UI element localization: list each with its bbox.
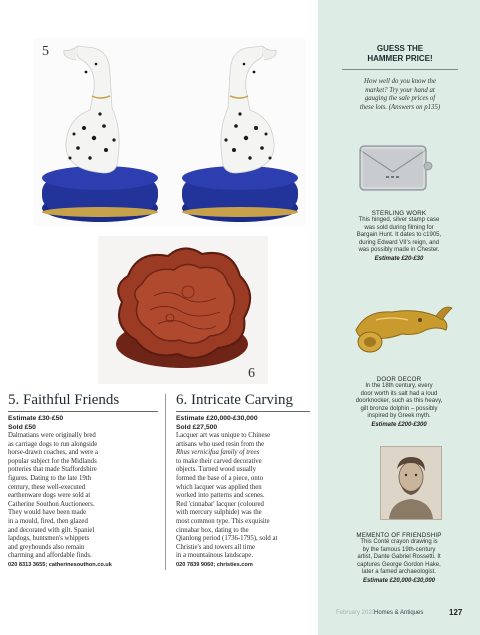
dalmatian-figures-image (34, 38, 306, 226)
lot-6-title: 6. Intricate Carving (176, 392, 294, 408)
sidebar-item-estimate: Estimate £20-£30 (374, 256, 424, 262)
lot-6-body-line: most common type. This exquisite (176, 517, 270, 525)
lot-6-contact: 020 7839 9060; christies.com (176, 562, 253, 568)
sidebar-item-text-line: was sold during filming for (364, 224, 434, 231)
sidebar-item-text-line: later a famed archaeologist. (361, 569, 437, 576)
footer-issue-date: February 2020 (336, 610, 376, 616)
sidebar-item-title: STERLING WORK (371, 210, 427, 217)
sidebar-item-text-line: by the famous 19th-century (362, 546, 436, 553)
lot-5-body-line: and decorated with gilt. Spaniel (8, 526, 95, 534)
lot-5-body-line: and greyhounds also remain (8, 543, 85, 551)
lot-6-body-line: formed the base of a piece, onto (176, 474, 264, 482)
sidebar-intro (336, 78, 464, 112)
sidebar-item-text-line: artist, Dante Gabriel Rossetti. It (357, 554, 441, 561)
lot-5-body-line: earthenware dogs were sold at (8, 492, 91, 500)
lot-6-body-line: which lacquer was applied then (176, 483, 262, 491)
sidebar-item-text-line: This Conté crayon drawing is (360, 539, 438, 545)
sidebar-intro-line: market? Try your hand at (365, 86, 435, 94)
image-number-5: 5 (42, 44, 49, 59)
lot-6-body-line: worked into patterns and scenes. (176, 492, 265, 500)
sidebar-item-text-line: during Edward VII's reign, and (358, 239, 440, 246)
sidebar-item-text-line: captures George Gordon Hake, (357, 561, 441, 568)
sidebar-title-rule (342, 69, 458, 70)
lot-5-body-line: charming and affordable finds. (8, 552, 92, 560)
sidebar-title-line: HAMMER PRICE! (367, 53, 433, 63)
sidebar-title (338, 44, 462, 63)
sidebar-item-title: DOOR DECOR (376, 376, 422, 383)
image-number-6: 6 (248, 366, 255, 381)
lot-5-body-line: as carriage dogs to run alongside (8, 440, 98, 448)
lot-5-body-line: Dalmatians were originally bred (8, 432, 96, 439)
lot-6-sold: Sold £27,500 (176, 424, 218, 431)
lot-5-body-line: They would have been made (8, 509, 87, 517)
lot-5-body-line: Catherine Southon Auctioneers. (8, 500, 95, 508)
lot-6-body-line: Rhus vernicifua family of trees (176, 449, 260, 457)
lot-5-contact: 020 8313 3655; catherinesouthon.co.uk (8, 562, 112, 568)
lot-5-body-line: horse-drawn coaches, and were a (8, 449, 99, 457)
sidebar-item-text (334, 539, 464, 577)
sidebar-item-estimate: Estimate £20,000-£30,000 (362, 578, 436, 584)
column-divider (165, 394, 166, 570)
sidebar-item-text-line: gilt bronze dolphin – possibly (360, 405, 438, 412)
lot-5-body-line: lapdogs, huntsmen's whippets (8, 535, 90, 543)
lot-5-body-line: figures. Dating to the late 19th (8, 474, 92, 482)
sidebar-item-title: MEMENTO OF FRIENDSHIP (356, 532, 442, 539)
lot-5-title-rule (8, 411, 158, 412)
lot-6-body-line: to make their carved decorative (176, 457, 262, 465)
lot-5-body-line: potteries that made Staffordshire (8, 466, 97, 474)
lot-6-body-line: artisans who used resin from the (176, 440, 265, 448)
lot-5-title: 5. Faithful Friends (8, 392, 120, 408)
lot-6-body-line: Red 'cinnabar' lacquer (coloured (176, 500, 264, 508)
silver-stamp-case-image (356, 136, 436, 198)
lot-5-body (8, 432, 160, 561)
lot-6-body-line: with mercury sulphide) was the (176, 509, 262, 517)
lot-5-body-line: in a mould, fired, then glazed (8, 517, 88, 525)
lot-6-body-line: cinnabar box, dating to the (176, 526, 249, 534)
sidebar-intro-line: these lots. (Answers on p135) (359, 103, 441, 111)
lot-5-body-line: popular subject for the Midlands (8, 457, 97, 465)
lot-5-sold: Sold £50 (8, 424, 36, 431)
lot-6-body-line: objects. Turned wood usually (176, 466, 257, 474)
lot-6-body-line: in a mountainous landscape. (176, 552, 254, 560)
lot-6-body-line: Christie's and towers all time (176, 543, 255, 551)
sidebar-item-text-line: This hinged, silver stamp case (358, 217, 440, 223)
dolphin-door-knocker-image (346, 290, 456, 364)
lot-6-title-rule (176, 411, 310, 412)
footer-page-number: 127 (449, 608, 463, 617)
sidebar-item-text (334, 383, 464, 421)
sidebar-intro-line: How well do you know the (364, 78, 436, 85)
sidebar-item-text-line: was possibly made in Chester. (358, 247, 440, 254)
sidebar-item-estimate: Estimate £200-£300 (371, 422, 427, 428)
sidebar-item-text-line: door worth its salt had a loud (360, 390, 438, 397)
lot-6-body-line: Lacquer art was unique to Chinese (176, 432, 271, 439)
sidebar-item-text-line: In the 18th century, every (365, 383, 433, 389)
lot-5-estimate: Estimate £30-£50 (8, 415, 64, 422)
sidebar-item-text-line: doorknocker, such as this heavy, (355, 398, 443, 405)
sidebar-intro-line: gauging the sale prices of (364, 95, 436, 102)
lot-5-body-line: century, these well-executed (8, 483, 86, 491)
sidebar-item-text (334, 217, 464, 255)
lot-6-body-line: Qianlong period (1736-1795), sold at (176, 535, 278, 543)
sidebar-title-line: GUESS THE (376, 44, 424, 53)
sidebar-item-text-line: inspired by Greek myth. (367, 413, 431, 420)
rossetti-portrait-image (380, 446, 442, 520)
lot-6-estimate: Estimate £20,000-£30,000 (176, 415, 258, 422)
cinnabar-box-image (98, 236, 268, 384)
lot-6-body (176, 432, 316, 561)
footer-magazine-name: Homes & Antiques (374, 610, 424, 616)
sidebar-item-text-line: Bargain Hunt. It dates to c1905, (356, 232, 442, 239)
